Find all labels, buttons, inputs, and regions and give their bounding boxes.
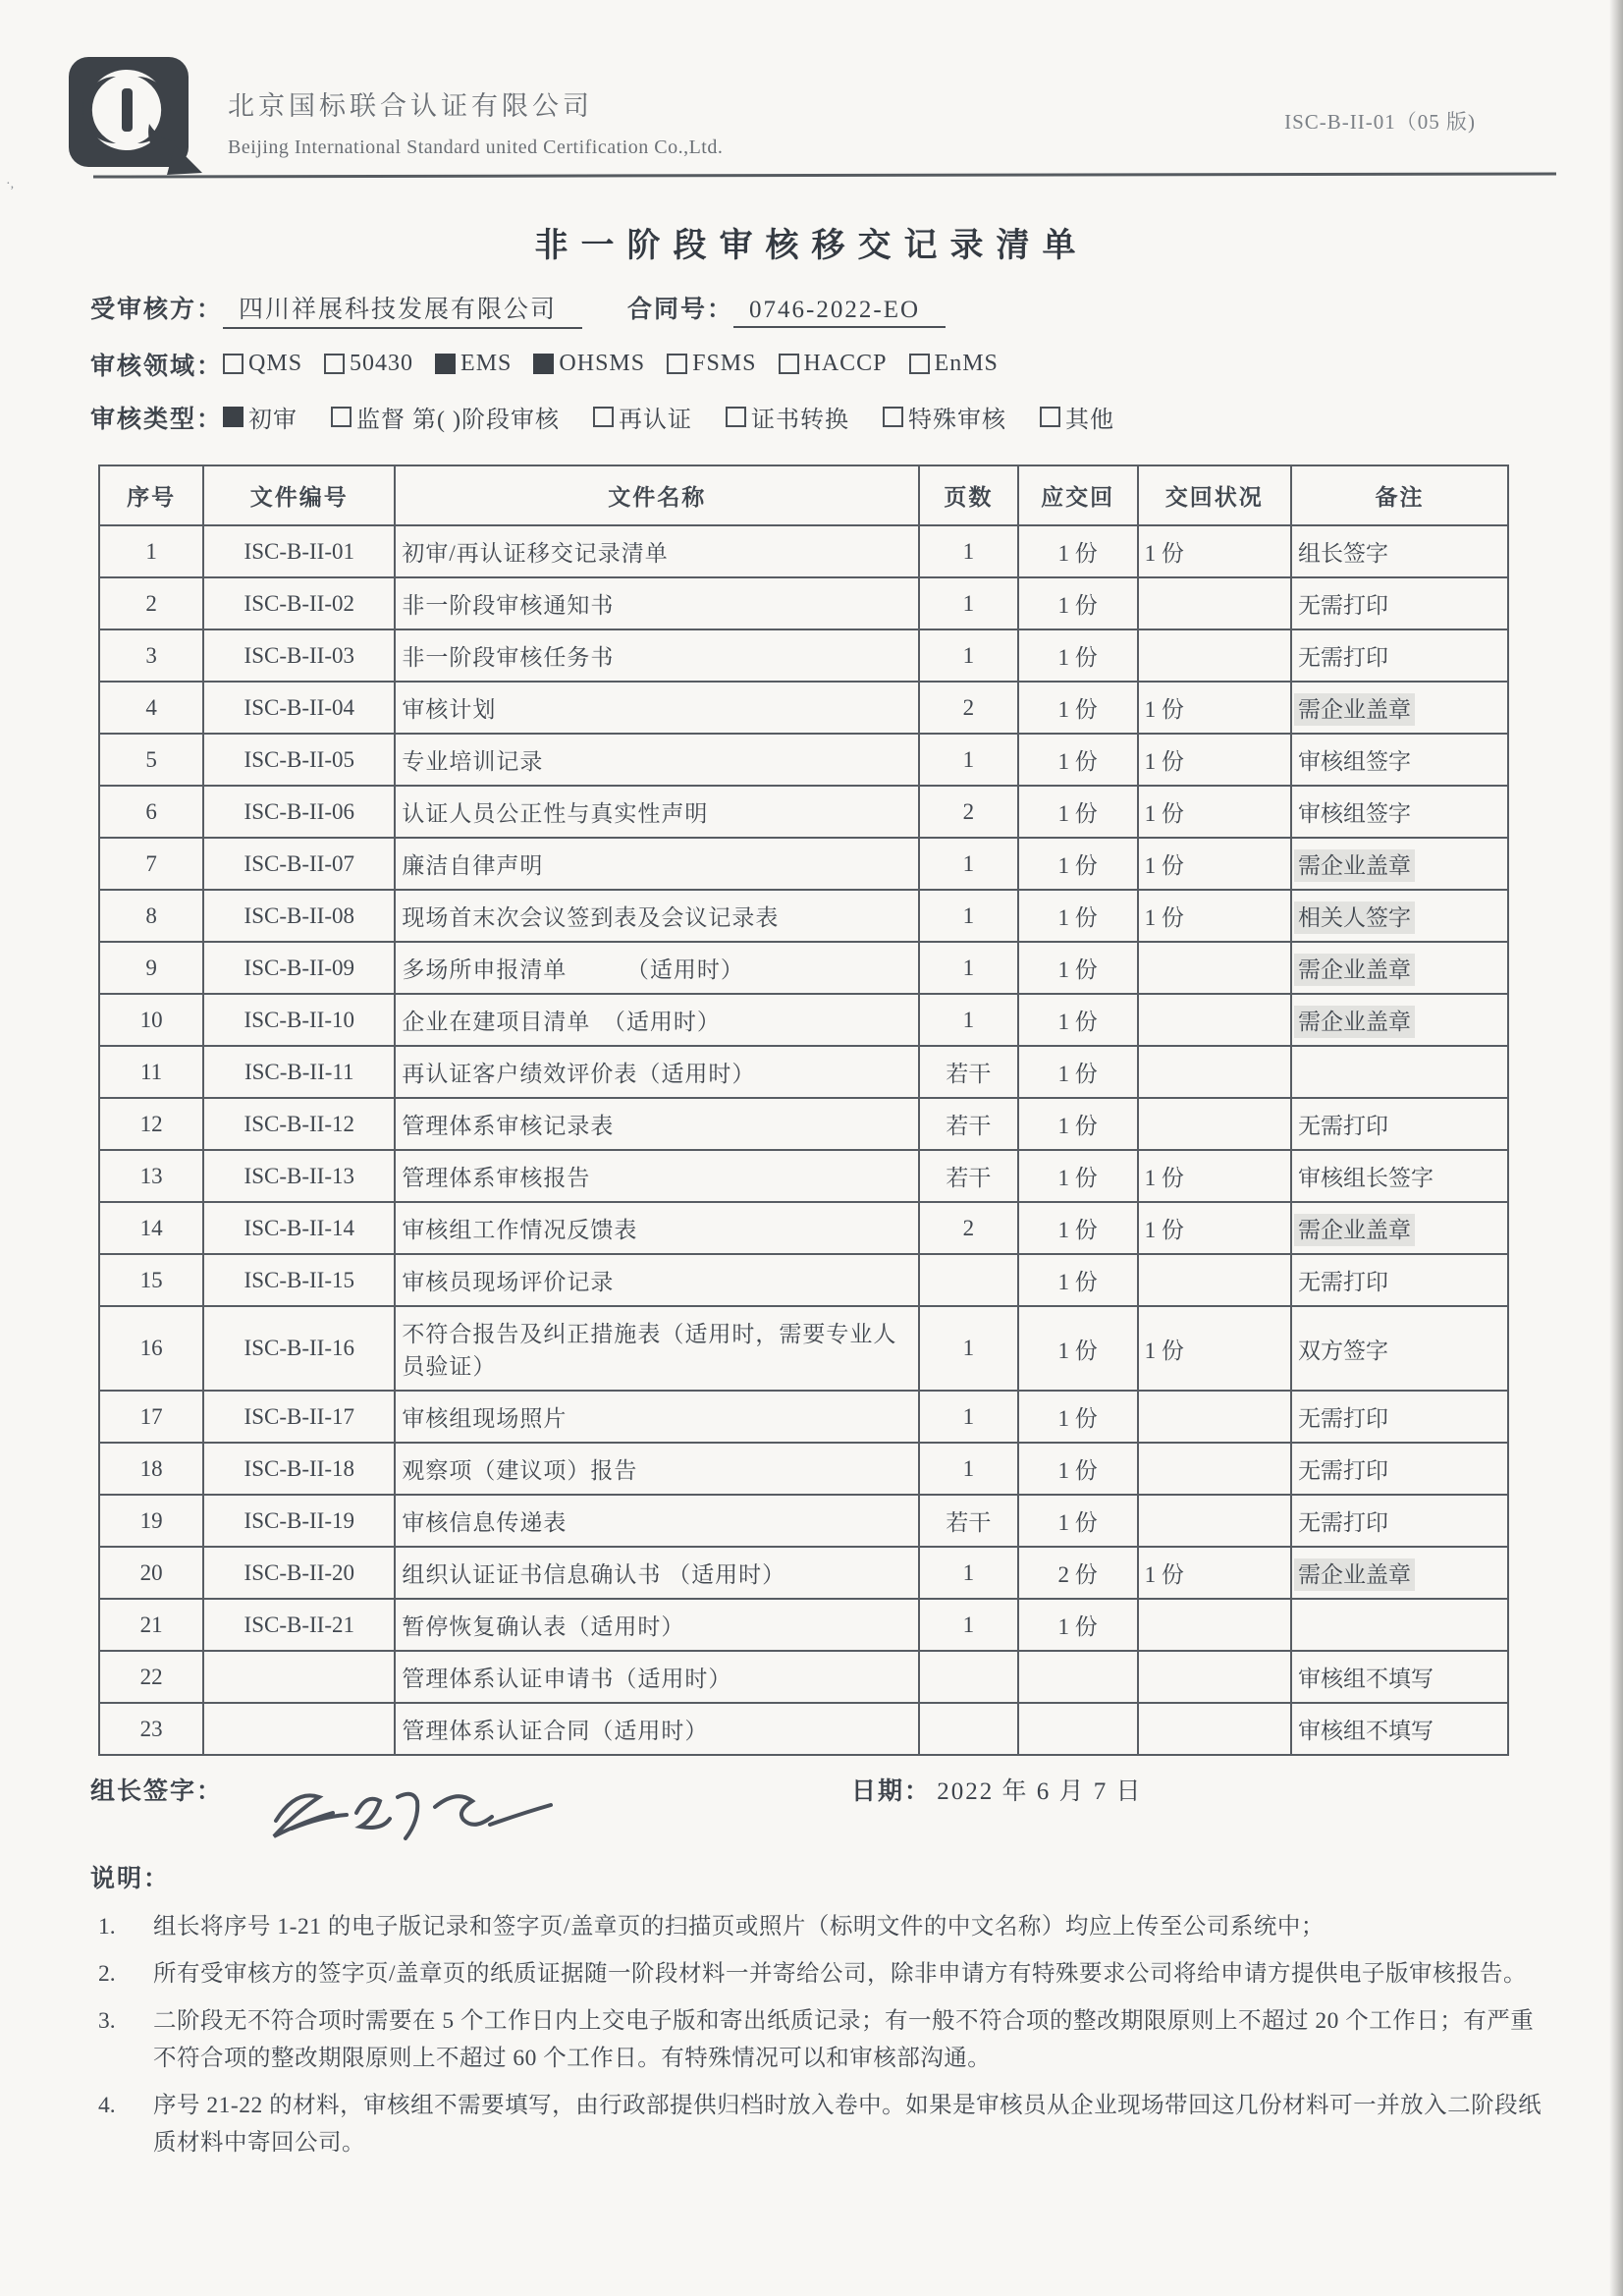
table-row	[99, 838, 1508, 890]
cell-due: 1 份	[1018, 1046, 1138, 1098]
cell-no: 5	[99, 734, 203, 786]
cell-code: ISC-B-II-06	[203, 786, 395, 838]
cell-no: 10	[99, 994, 203, 1046]
note-item	[98, 2002, 1554, 2077]
leader-signature-label: 组长签字：	[90, 1778, 224, 1805]
cell-returned	[1138, 1495, 1291, 1547]
auditee-label: 受审核方：	[90, 297, 224, 323]
checkbox-label: 其他	[1065, 408, 1114, 433]
handwritten-signature	[262, 1764, 557, 1853]
cell-remark	[1291, 1202, 1508, 1254]
cell-remark: 无需打印	[1291, 1391, 1508, 1443]
cell-returned	[1138, 577, 1291, 629]
page-title: 非一阶段审核移交记录清单	[534, 228, 1089, 264]
audit-type-line	[90, 400, 1554, 435]
cell-pages: 1	[919, 838, 1017, 890]
cell-pages	[919, 1254, 1017, 1306]
cell-remark: 审核组不填写	[1291, 1703, 1508, 1755]
cell-no: 19	[99, 1495, 203, 1547]
cell-pages: 若干	[919, 1098, 1017, 1150]
cell-name: 非一阶段审核通知书	[395, 577, 919, 629]
unchecked-checkbox-icon	[883, 407, 903, 427]
cell-code: ISC-B-II-03	[203, 629, 395, 682]
note-text: 所有受审核方的签字页/盖章页的纸质证据随一阶段材料一并寄给公司，除非申请方有特殊要求公司将给申请方提供电子版审核报告。	[153, 1961, 1528, 1988]
cell-no: 9	[99, 942, 203, 994]
cell-pages: 1	[919, 525, 1017, 577]
cell-returned	[1138, 1098, 1291, 1150]
table-row	[99, 1443, 1508, 1495]
cell-pages: 2	[919, 786, 1017, 838]
cell-remark: 审核组不填写	[1291, 1651, 1508, 1703]
table-row	[99, 1254, 1508, 1306]
table-header-row	[99, 465, 1508, 525]
table-row	[99, 1547, 1508, 1599]
cell-name: 企业在建项目清单 （适用时）	[395, 994, 919, 1046]
cell-returned: 1 份	[1138, 525, 1291, 577]
checkbox-label: HACCP	[803, 351, 888, 376]
checkbox-option	[909, 351, 999, 377]
cell-due: 1 份	[1018, 1391, 1138, 1443]
cell-code: ISC-B-II-19	[203, 1495, 395, 1547]
unchecked-checkbox-icon	[726, 407, 746, 427]
transfer-record-table	[98, 465, 1509, 1756]
cell-no: 11	[99, 1046, 203, 1098]
notes-label: 说明：	[90, 1866, 171, 1892]
cell-pages: 1	[919, 1306, 1017, 1391]
table-row	[99, 942, 1508, 994]
highlighted-remark: 需企业盖章	[1297, 1218, 1411, 1242]
cell-due: 1 份	[1018, 1202, 1138, 1254]
note-item	[98, 2087, 1554, 2161]
checked-checkbox-icon	[223, 407, 243, 427]
cell-code: ISC-B-II-18	[203, 1443, 395, 1495]
notes-list	[98, 1908, 1554, 2161]
cell-pages: 1	[919, 1599, 1017, 1651]
unchecked-checkbox-icon	[909, 354, 930, 374]
unchecked-checkbox-icon	[324, 354, 345, 374]
cell-no: 2	[99, 577, 203, 629]
cell-due: 1 份	[1018, 1098, 1138, 1150]
unchecked-checkbox-icon	[1040, 407, 1060, 427]
cell-name: 审核员现场评价记录	[395, 1254, 919, 1306]
cell-pages: 1	[919, 629, 1017, 682]
cell-name: 再认证客户绩效评价表（适用时）	[395, 1046, 919, 1098]
table-row	[99, 1651, 1508, 1703]
checkbox-label: 50430	[350, 351, 414, 376]
cell-remark	[1291, 942, 1508, 994]
checkbox-option	[331, 400, 560, 434]
cell-pages: 1	[919, 890, 1017, 942]
cell-due: 1 份	[1018, 682, 1138, 734]
cell-remark	[1291, 838, 1508, 890]
cell-no: 18	[99, 1443, 203, 1495]
table-row	[99, 1098, 1508, 1150]
highlighted-remark: 需企业盖章	[1297, 1562, 1411, 1587]
table-row	[99, 890, 1508, 942]
cell-returned	[1138, 1443, 1291, 1495]
cell-name: 廉洁自律声明	[395, 838, 919, 890]
cell-code: ISC-B-II-14	[203, 1202, 395, 1254]
checked-checkbox-icon	[435, 354, 456, 374]
col-header-name: 文件名称	[395, 465, 919, 525]
checkbox-option	[1040, 400, 1114, 434]
checkbox-label: 证书转换	[751, 408, 849, 433]
table-row	[99, 1150, 1508, 1202]
cell-due: 1 份	[1018, 525, 1138, 577]
cell-returned	[1138, 1046, 1291, 1098]
cell-no: 22	[99, 1651, 203, 1703]
cell-no: 8	[99, 890, 203, 942]
cell-returned	[1138, 1391, 1291, 1443]
note-text: 序号 21-22 的材料，审核组不需要填写，由行政部提供归档时放入卷中。如果是审核员从企业现场带回这几份材料可一并放入二阶段纸质材料中寄回公司。	[153, 2093, 1542, 2157]
col-header-no: 序号	[99, 465, 203, 525]
checkbox-label: FSMS	[692, 351, 757, 376]
table-row	[99, 577, 1508, 629]
checkbox-option	[883, 400, 1006, 434]
cell-due: 1 份	[1018, 1306, 1138, 1391]
date-line	[851, 1772, 1143, 1807]
cell-name: 专业培训记录	[395, 734, 919, 786]
highlighted-remark: 需企业盖章	[1297, 957, 1411, 982]
cell-pages: 若干	[919, 1046, 1017, 1098]
checkbox-label: OHSMS	[559, 351, 646, 376]
table-row	[99, 786, 1508, 838]
cell-code: ISC-B-II-02	[203, 577, 395, 629]
cell-remark	[1291, 682, 1508, 734]
cell-returned: 1 份	[1138, 1202, 1291, 1254]
document-header	[0, 0, 1623, 181]
cell-name: 现场首末次会议签到表及会议记录表	[395, 890, 919, 942]
cell-code	[203, 1651, 395, 1703]
cell-name: 审核组工作情况反馈表	[395, 1202, 919, 1254]
cell-due: 1 份	[1018, 577, 1138, 629]
checkbox-label: 监督 第( )阶段审核	[356, 408, 560, 433]
cell-name: 不符合报告及纠正措施表（适用时，需要专业人员验证）	[395, 1306, 919, 1391]
checkbox-option	[726, 400, 849, 434]
cell-due: 1 份	[1018, 786, 1138, 838]
audit-scope-options	[223, 351, 1020, 377]
cell-name: 管理体系认证申请书（适用时）	[395, 1651, 919, 1703]
cell-no: 15	[99, 1254, 203, 1306]
audit-type-label: 审核类型：	[90, 407, 224, 433]
note-number: 4.	[98, 2093, 116, 2119]
table-row	[99, 1703, 1508, 1755]
cell-due	[1018, 1703, 1138, 1755]
cell-due: 1 份	[1018, 1495, 1138, 1547]
checkbox-option	[779, 351, 888, 377]
cell-remark: 无需打印	[1291, 1098, 1508, 1150]
checkbox-label: 特殊审核	[908, 408, 1006, 433]
table-row	[99, 994, 1508, 1046]
cell-no: 4	[99, 682, 203, 734]
cell-due	[1018, 1651, 1138, 1703]
cell-returned: 1 份	[1138, 734, 1291, 786]
cell-returned: 1 份	[1138, 1306, 1291, 1391]
form-fields	[90, 290, 1554, 435]
cell-pages: 1	[919, 994, 1017, 1046]
cell-code: ISC-B-II-15	[203, 1254, 395, 1306]
cell-name: 审核计划	[395, 682, 919, 734]
auditee-value: 四川祥展科技发展有限公司	[223, 290, 582, 329]
highlighted-remark: 需企业盖章	[1297, 697, 1411, 722]
table-row	[99, 734, 1508, 786]
col-header-returned: 交回状况	[1138, 465, 1291, 525]
cell-remark: 无需打印	[1291, 1254, 1508, 1306]
unchecked-checkbox-icon	[667, 354, 687, 374]
checkbox-option	[324, 351, 413, 377]
checkbox-option	[593, 400, 692, 434]
cell-remark: 无需打印	[1291, 577, 1508, 629]
cell-remark: 双方签字	[1291, 1306, 1508, 1391]
cell-name: 管理体系审核记录表	[395, 1098, 919, 1150]
cell-pages	[919, 1651, 1017, 1703]
cell-name: 观察项（建议项）报告	[395, 1443, 919, 1495]
table-row	[99, 1599, 1508, 1651]
cell-name: 认证人员公正性与真实性声明	[395, 786, 919, 838]
cell-pages: 1	[919, 1443, 1017, 1495]
cell-due: 1 份	[1018, 838, 1138, 890]
cell-pages: 若干	[919, 1150, 1017, 1202]
cell-remark	[1291, 890, 1508, 942]
note-text: 组长将序号 1-21 的电子版记录和签字页/盖章页的扫描页或照片（标明文件的中文名称）均应上传至公司系统中；	[153, 1914, 1325, 1940]
cell-no: 12	[99, 1098, 203, 1150]
cell-remark: 无需打印	[1291, 1495, 1508, 1547]
cell-remark	[1291, 1547, 1508, 1599]
col-header-due: 应交回	[1018, 465, 1138, 525]
cell-pages: 1	[919, 577, 1017, 629]
checkbox-label: EMS	[460, 351, 513, 376]
table-row	[99, 1391, 1508, 1443]
cell-due: 1 份	[1018, 1599, 1138, 1651]
cell-returned	[1138, 1703, 1291, 1755]
cell-name: 非一阶段审核任务书	[395, 629, 919, 682]
cell-remark	[1291, 1599, 1508, 1651]
cell-returned: 1 份	[1138, 1547, 1291, 1599]
contract-label: 合同号：	[627, 297, 734, 323]
cell-due: 1 份	[1018, 890, 1138, 942]
checkbox-option	[533, 351, 645, 377]
cell-returned: 1 份	[1138, 682, 1291, 734]
cell-code: ISC-B-II-10	[203, 994, 395, 1046]
cell-pages: 1	[919, 1547, 1017, 1599]
checkbox-label: 再认证	[619, 408, 692, 433]
audit-scope-label: 审核领域：	[90, 354, 224, 380]
cell-no: 1	[99, 525, 203, 577]
cell-returned	[1138, 994, 1291, 1046]
cell-remark	[1291, 1046, 1508, 1098]
cell-no: 7	[99, 838, 203, 890]
checkbox-option	[223, 351, 302, 377]
cell-due: 2 份	[1018, 1547, 1138, 1599]
company-name-en: Beijing International Standard united Certification Co.,Ltd.	[228, 137, 724, 158]
checkbox-label: 初审	[248, 408, 298, 433]
cell-due: 1 份	[1018, 994, 1138, 1046]
cell-code: ISC-B-II-13	[203, 1150, 395, 1202]
cell-remark: 无需打印	[1291, 629, 1508, 682]
note-item	[98, 1908, 1554, 1945]
checkbox-option	[667, 351, 756, 377]
col-header-code: 文件编号	[203, 465, 395, 525]
cell-remark: 审核组签字	[1291, 786, 1508, 838]
cell-name: 初审/再认证移交记录清单	[395, 525, 919, 577]
table-row	[99, 1046, 1508, 1098]
col-header-remark: 备注	[1291, 465, 1508, 525]
cell-no: 6	[99, 786, 203, 838]
scan-artifact: ·,	[6, 177, 15, 191]
table-row	[99, 682, 1508, 734]
unchecked-checkbox-icon	[779, 354, 799, 374]
date-value: 2022 年 6 月 7 日	[937, 1778, 1143, 1805]
cell-pages: 2	[919, 682, 1017, 734]
cell-name: 管理体系审核报告	[395, 1150, 919, 1202]
highlighted-remark: 需企业盖章	[1297, 1010, 1411, 1034]
signature-row	[90, 1772, 1623, 1853]
cell-remark	[1291, 994, 1508, 1046]
unchecked-checkbox-icon	[223, 354, 243, 374]
company-name-cn: 北京国标联合认证有限公司	[228, 91, 593, 121]
cell-no: 14	[99, 1202, 203, 1254]
note-item	[98, 1955, 1554, 1993]
cell-no: 20	[99, 1547, 203, 1599]
unchecked-checkbox-icon	[593, 407, 614, 427]
cell-code: ISC-B-II-21	[203, 1599, 395, 1651]
cell-no: 16	[99, 1306, 203, 1391]
cell-returned	[1138, 1254, 1291, 1306]
cell-returned: 1 份	[1138, 838, 1291, 890]
checkbox-label: QMS	[248, 351, 303, 376]
checked-checkbox-icon	[533, 354, 554, 374]
cell-code: ISC-B-II-20	[203, 1547, 395, 1599]
cell-pages: 1	[919, 942, 1017, 994]
cell-name: 多场所申报清单 （适用时）	[395, 942, 919, 994]
cell-due: 1 份	[1018, 734, 1138, 786]
cell-code: ISC-B-II-09	[203, 942, 395, 994]
checkbox-option	[435, 351, 512, 377]
cell-due: 1 份	[1018, 1254, 1138, 1306]
cell-returned: 1 份	[1138, 786, 1291, 838]
cell-no: 23	[99, 1703, 203, 1755]
cell-remark: 无需打印	[1291, 1443, 1508, 1495]
cell-pages: 1	[919, 1391, 1017, 1443]
cell-returned	[1138, 1651, 1291, 1703]
cell-pages: 2	[919, 1202, 1017, 1254]
cell-no: 17	[99, 1391, 203, 1443]
cell-due: 1 份	[1018, 942, 1138, 994]
cell-remark: 审核组签字	[1291, 734, 1508, 786]
cell-due: 1 份	[1018, 629, 1138, 682]
cell-due: 1 份	[1018, 1150, 1138, 1202]
cell-code: ISC-B-II-04	[203, 682, 395, 734]
audit-scope-line	[90, 347, 1554, 382]
contract-value: 0746-2022-EO	[733, 297, 946, 328]
cell-name: 组织认证证书信息确认书 （适用时）	[395, 1547, 919, 1599]
cell-name: 暂停恢复确认表（适用时）	[395, 1599, 919, 1651]
cell-pages: 若干	[919, 1495, 1017, 1547]
table-row	[99, 629, 1508, 682]
cell-code: ISC-B-II-17	[203, 1391, 395, 1443]
cell-code: ISC-B-II-05	[203, 734, 395, 786]
cell-pages	[919, 1703, 1017, 1755]
cell-pages: 1	[919, 734, 1017, 786]
highlighted-remark: 相关人签字	[1297, 905, 1411, 930]
cell-returned	[1138, 629, 1291, 682]
checkbox-option	[223, 400, 298, 434]
table-row	[99, 1202, 1508, 1254]
cell-name: 审核信息传递表	[395, 1495, 919, 1547]
cell-no: 13	[99, 1150, 203, 1202]
note-number: 2.	[98, 1961, 116, 1988]
document-code: ISC-B-II-01（05 版)	[1284, 110, 1476, 134]
cell-code	[203, 1703, 395, 1755]
cell-remark: 审核组长签字	[1291, 1150, 1508, 1202]
highlighted-remark: 需企业盖章	[1297, 853, 1411, 878]
cell-code: ISC-B-II-01	[203, 525, 395, 577]
cell-name: 管理体系认证合同（适用时）	[395, 1703, 919, 1755]
cell-name: 审核组现场照片	[395, 1391, 919, 1443]
header-divider	[93, 172, 1556, 178]
cell-code: ISC-B-II-07	[203, 838, 395, 890]
cell-code: ISC-B-II-08	[203, 890, 395, 942]
unchecked-checkbox-icon	[331, 407, 352, 427]
table-row	[99, 1306, 1508, 1391]
table-row	[99, 525, 1508, 577]
note-text: 二阶段无不符合项时需要在 5 个工作日内上交电子版和寄出纸质记录；有一般不符合项的整改期限原则上不超过 20 个工作日；有严重不符合项的整改期限原则上不超过 60 个工作日。有特殊情况可以和审核部沟通。	[153, 2008, 1535, 2072]
cell-returned	[1138, 942, 1291, 994]
cell-no: 3	[99, 629, 203, 682]
col-header-pages: 页数	[919, 465, 1017, 525]
cell-returned: 1 份	[1138, 1150, 1291, 1202]
checkbox-label: EnMS	[934, 351, 999, 376]
cell-due: 1 份	[1018, 1443, 1138, 1495]
company-logo-icon	[65, 51, 210, 186]
cell-returned	[1138, 1599, 1291, 1651]
cell-no: 21	[99, 1599, 203, 1651]
cell-returned: 1 份	[1138, 890, 1291, 942]
date-label: 日期：	[851, 1778, 932, 1805]
note-number: 3.	[98, 2008, 116, 2035]
table-row	[99, 1495, 1508, 1547]
scan-edge-shadow	[1609, 0, 1623, 2296]
auditee-line	[90, 290, 1554, 329]
cell-code: ISC-B-II-16	[203, 1306, 395, 1391]
note-number: 1.	[98, 1914, 116, 1940]
audit-type-options	[223, 400, 1148, 434]
cell-code: ISC-B-II-11	[203, 1046, 395, 1098]
cell-remark: 组长签字	[1291, 525, 1508, 577]
cell-code: ISC-B-II-12	[203, 1098, 395, 1150]
